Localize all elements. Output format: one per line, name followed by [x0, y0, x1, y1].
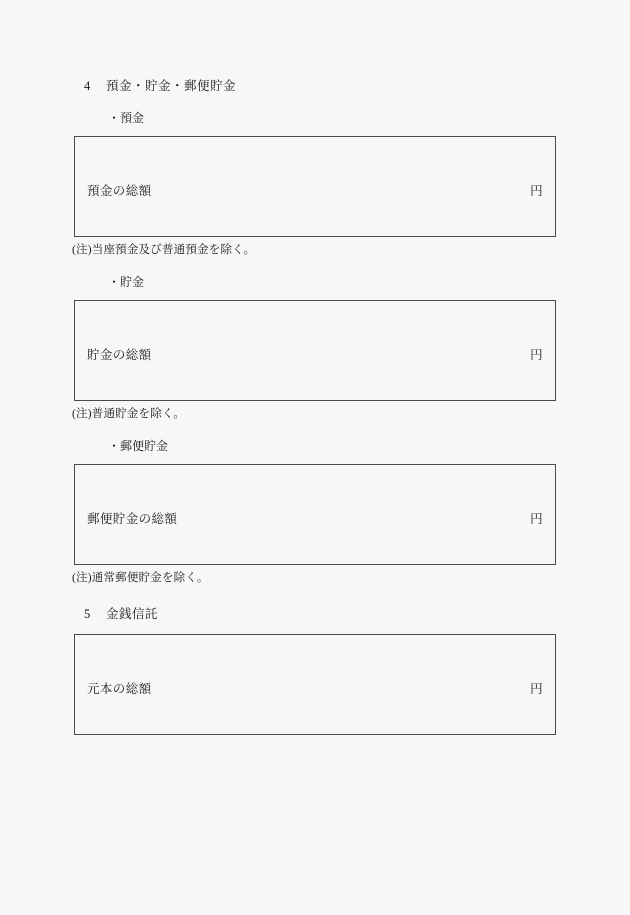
amount-box-postal-savings [74, 464, 556, 565]
subheading-deposits: ・預金 [108, 110, 145, 125]
section-4-heading [84, 78, 556, 96]
section-4-title: 預金・貯金・郵便貯金 [106, 79, 237, 93]
amount-box-principal-row [87, 679, 543, 697]
section-5 [74, 604, 556, 735]
note-savings: (注)普通貯金を除く。 [72, 408, 186, 421]
subheading-postal-savings: ・郵便貯金 [108, 438, 169, 453]
section-4 [74, 78, 556, 588]
amount-box-savings-label: 貯金の総額 [87, 348, 152, 363]
amount-box-deposits-row [87, 181, 543, 199]
section-5-heading [84, 604, 556, 622]
amount-box-postal-savings-label: 郵便貯金の総額 [87, 512, 178, 527]
section-5-title: 金銭信託 [106, 606, 159, 621]
amount-box-deposits [74, 136, 556, 237]
amount-box-savings-row [87, 345, 543, 363]
section-5-number: 5 [84, 606, 91, 621]
amount-box-savings [74, 300, 556, 401]
section-4-number: 4 [84, 79, 91, 93]
note-postal-savings: (注)通常郵便貯金を除く。 [72, 572, 209, 585]
note-deposits: (注)当座預金及び普通預金を除く。 [72, 244, 256, 257]
amount-box-principal [74, 634, 556, 735]
amount-box-postal-savings-unit: 円 [530, 512, 543, 527]
amount-box-deposits-unit: 円 [530, 184, 543, 199]
amount-box-savings-unit: 円 [530, 348, 543, 363]
amount-box-postal-savings-row [87, 509, 543, 527]
amount-box-principal-unit: 円 [530, 681, 543, 696]
amount-box-deposits-label: 預金の総額 [87, 184, 152, 199]
amount-box-principal-label: 元本の総額 [87, 681, 152, 696]
subheading-savings: ・貯金 [108, 274, 145, 289]
